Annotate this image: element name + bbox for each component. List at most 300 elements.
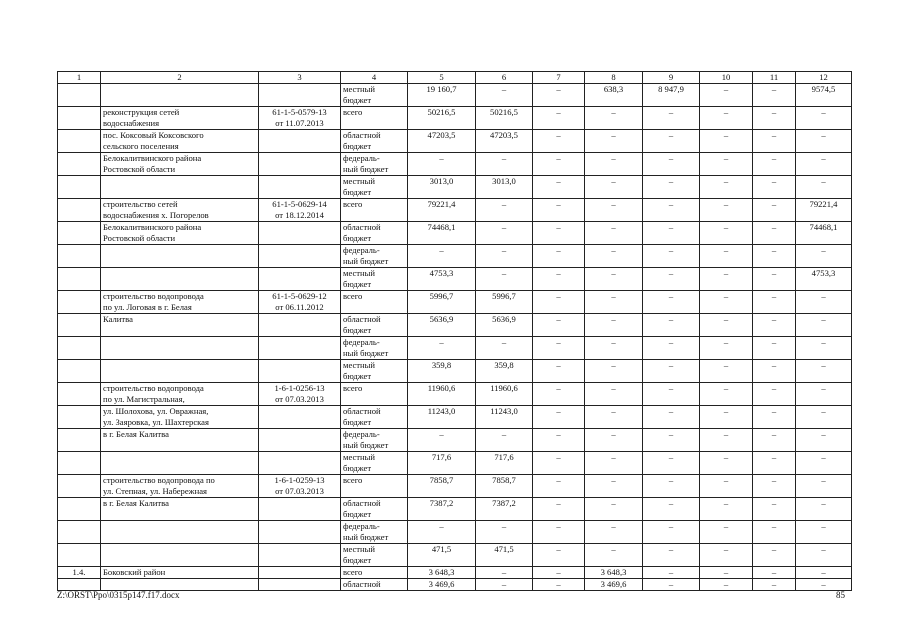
value-cell: – — [700, 222, 753, 245]
funding-source-cell: местный бюджет — [341, 360, 408, 383]
column-number: 2 — [101, 72, 259, 84]
item-number-cell — [58, 153, 101, 176]
item-number-cell — [58, 429, 101, 452]
object-name-cell: Белокалитвинского района Ростовской области — [101, 222, 259, 245]
value-cell: – — [533, 176, 585, 199]
value-cell: – — [753, 406, 796, 429]
value-cell: – — [753, 521, 796, 544]
object-name-cell: строительство водопровода по ул. Логовая в г. Белая — [101, 291, 259, 314]
value-cell: – — [476, 199, 533, 222]
table-row — [58, 107, 852, 130]
value-cell: – — [533, 360, 585, 383]
funding-source-cell: областной бюджет — [341, 130, 408, 153]
item-number-cell — [58, 130, 101, 153]
value-cell: – — [753, 567, 796, 579]
value-cell: 359,8 — [408, 360, 476, 383]
document-number-cell — [259, 360, 341, 383]
object-name-cell: в г. Белая Калитва — [101, 498, 259, 521]
funding-source-cell: областной бюджет — [341, 222, 408, 245]
funding-source-cell: местный бюджет — [341, 84, 408, 107]
value-cell: – — [753, 475, 796, 498]
value-cell: 47203,5 — [476, 130, 533, 153]
value-cell: 5636,9 — [476, 314, 533, 337]
value-cell: 74468,1 — [796, 222, 852, 245]
column-number: 10 — [700, 72, 753, 84]
value-cell: – — [643, 544, 700, 567]
item-number-cell — [58, 406, 101, 429]
funding-source-cell: областной бюджет — [341, 498, 408, 521]
value-cell: – — [796, 245, 852, 268]
value-cell: – — [700, 107, 753, 130]
object-name-cell — [101, 268, 259, 291]
value-cell: – — [700, 176, 753, 199]
object-name-cell: реконструкция сетей водоснабжения — [101, 107, 259, 130]
value-cell: – — [700, 544, 753, 567]
value-cell: – — [753, 429, 796, 452]
document-number-cell: 61-1-5-0629-12 от 06.11.2012 — [259, 291, 341, 314]
value-cell: – — [533, 107, 585, 130]
value-cell: – — [533, 153, 585, 176]
value-cell: – — [796, 291, 852, 314]
value-cell: – — [533, 429, 585, 452]
value-cell: – — [643, 452, 700, 475]
value-cell: – — [643, 429, 700, 452]
object-name-cell: строительство водопровода по ул. Степная, ул. Набережная — [101, 475, 259, 498]
item-number-cell — [58, 360, 101, 383]
value-cell: 4753,3 — [408, 268, 476, 291]
value-cell: – — [796, 544, 852, 567]
value-cell: – — [700, 314, 753, 337]
value-cell: – — [700, 153, 753, 176]
value-cell: – — [643, 176, 700, 199]
item-number-cell — [58, 245, 101, 268]
column-number: 5 — [408, 72, 476, 84]
object-name-cell — [101, 84, 259, 107]
value-cell: – — [700, 579, 753, 591]
value-cell: – — [585, 498, 643, 521]
object-name-cell: в г. Белая Калитва — [101, 429, 259, 452]
item-number-cell — [58, 314, 101, 337]
document-number-cell — [259, 268, 341, 291]
value-cell: 7387,2 — [476, 498, 533, 521]
funding-source-cell: областной — [341, 579, 408, 591]
item-number-cell — [58, 475, 101, 498]
value-cell: – — [700, 268, 753, 291]
page-number: 85 — [836, 590, 845, 600]
value-cell: – — [700, 498, 753, 521]
value-cell: – — [700, 291, 753, 314]
value-cell: – — [585, 383, 643, 406]
value-cell: – — [533, 245, 585, 268]
object-name-cell — [101, 452, 259, 475]
value-cell: 717,6 — [408, 452, 476, 475]
item-number-cell — [58, 383, 101, 406]
value-cell: – — [643, 579, 700, 591]
table-row — [58, 291, 852, 314]
value-cell: – — [533, 406, 585, 429]
value-cell: – — [796, 107, 852, 130]
document-number-cell — [259, 429, 341, 452]
value-cell: 19 160,7 — [408, 84, 476, 107]
document-number-cell — [259, 498, 341, 521]
funding-source-cell: всего — [341, 475, 408, 498]
item-number-cell — [58, 222, 101, 245]
value-cell: – — [753, 314, 796, 337]
document-number-cell: 1-6-1-0259-13 от 07.03.2013 — [259, 475, 341, 498]
value-cell: 471,5 — [408, 544, 476, 567]
object-name-cell: Боковский район — [101, 567, 259, 579]
value-cell: – — [796, 314, 852, 337]
value-cell: 7858,7 — [408, 475, 476, 498]
value-cell: – — [753, 544, 796, 567]
value-cell: – — [643, 107, 700, 130]
table-row — [58, 567, 852, 579]
value-cell: – — [700, 521, 753, 544]
value-cell: – — [753, 291, 796, 314]
table-row — [58, 130, 852, 153]
value-cell: – — [796, 383, 852, 406]
value-cell: 79221,4 — [408, 199, 476, 222]
value-cell: – — [700, 406, 753, 429]
value-cell: – — [533, 544, 585, 567]
value-cell: – — [796, 153, 852, 176]
value-cell: – — [476, 521, 533, 544]
table-row — [58, 475, 852, 498]
table-row — [58, 222, 852, 245]
value-cell: – — [753, 579, 796, 591]
value-cell: 7387,2 — [408, 498, 476, 521]
value-cell: 3013,0 — [408, 176, 476, 199]
item-number-cell: 1.4. — [58, 567, 101, 579]
item-number-cell — [58, 291, 101, 314]
value-cell: – — [476, 579, 533, 591]
value-cell: – — [753, 337, 796, 360]
value-cell: 638,3 — [585, 84, 643, 107]
value-cell: 3 469,6 — [408, 579, 476, 591]
table-row — [58, 544, 852, 567]
value-cell: 5996,7 — [476, 291, 533, 314]
value-cell: 5636,9 — [408, 314, 476, 337]
funding-source-cell: всего — [341, 199, 408, 222]
value-cell: – — [476, 84, 533, 107]
funding-source-cell: всего — [341, 383, 408, 406]
value-cell: – — [585, 406, 643, 429]
value-cell: – — [643, 222, 700, 245]
value-cell: – — [585, 452, 643, 475]
funding-source-cell: федераль- ный бюджет — [341, 521, 408, 544]
value-cell: – — [585, 176, 643, 199]
value-cell: – — [643, 199, 700, 222]
value-cell: – — [533, 268, 585, 291]
value-cell: – — [643, 360, 700, 383]
table-row — [58, 383, 852, 406]
value-cell: – — [700, 245, 753, 268]
funding-source-cell: областной бюджет — [341, 406, 408, 429]
value-cell: – — [585, 153, 643, 176]
column-number-row — [58, 72, 852, 84]
column-number: 12 — [796, 72, 852, 84]
value-cell: – — [408, 245, 476, 268]
document-number-cell — [259, 176, 341, 199]
table-row — [58, 245, 852, 268]
value-cell: – — [643, 498, 700, 521]
item-number-cell — [58, 199, 101, 222]
value-cell: – — [585, 521, 643, 544]
document-number-cell — [259, 567, 341, 579]
document-number-cell — [259, 406, 341, 429]
object-name-cell — [101, 521, 259, 544]
value-cell: 50216,5 — [408, 107, 476, 130]
value-cell: – — [753, 360, 796, 383]
item-number-cell — [58, 176, 101, 199]
table-row — [58, 521, 852, 544]
funding-source-cell: областной бюджет — [341, 314, 408, 337]
value-cell: – — [533, 579, 585, 591]
column-number: 4 — [341, 72, 408, 84]
table-row — [58, 176, 852, 199]
value-cell: – — [533, 521, 585, 544]
budget-table-sheet — [57, 71, 851, 591]
value-cell: – — [585, 360, 643, 383]
value-cell: – — [796, 452, 852, 475]
value-cell: 11960,6 — [408, 383, 476, 406]
object-name-cell — [101, 579, 259, 591]
value-cell: – — [476, 567, 533, 579]
value-cell: – — [796, 406, 852, 429]
value-cell: – — [476, 337, 533, 360]
document-number-cell — [259, 544, 341, 567]
document-number-cell — [259, 245, 341, 268]
document-number-cell — [259, 314, 341, 337]
object-name-cell: Белокалитвинского района Ростовской области — [101, 153, 259, 176]
document-number-cell — [259, 579, 341, 591]
value-cell: – — [408, 153, 476, 176]
table-row — [58, 199, 852, 222]
value-cell: – — [585, 337, 643, 360]
document-number-cell: 1-6-1-0256-13 от 07.03.2013 — [259, 383, 341, 406]
table-row — [58, 153, 852, 176]
value-cell: – — [796, 567, 852, 579]
funding-source-cell: всего — [341, 107, 408, 130]
value-cell: 9574,5 — [796, 84, 852, 107]
column-number: 8 — [585, 72, 643, 84]
budget-table — [57, 71, 852, 591]
item-number-cell — [58, 498, 101, 521]
value-cell: – — [753, 130, 796, 153]
document-number-cell — [259, 521, 341, 544]
value-cell: – — [476, 245, 533, 268]
document-number-cell: 61-1-5-0579-13 от 11.07.2013 — [259, 107, 341, 130]
value-cell: – — [796, 429, 852, 452]
value-cell: 11243,0 — [408, 406, 476, 429]
value-cell: – — [796, 579, 852, 591]
value-cell: – — [533, 199, 585, 222]
value-cell: – — [533, 130, 585, 153]
document-number-cell: 61-1-5-0629-14 от 18.12.2014 — [259, 199, 341, 222]
object-name-cell — [101, 176, 259, 199]
document-number-cell — [259, 222, 341, 245]
value-cell: 47203,5 — [408, 130, 476, 153]
value-cell: – — [796, 498, 852, 521]
column-number: 1 — [58, 72, 101, 84]
column-number: 9 — [643, 72, 700, 84]
value-cell: 3 648,3 — [585, 567, 643, 579]
value-cell: – — [753, 176, 796, 199]
table-row — [58, 314, 852, 337]
value-cell: 717,6 — [476, 452, 533, 475]
value-cell: – — [533, 498, 585, 521]
value-cell: – — [585, 245, 643, 268]
value-cell: 79221,4 — [796, 199, 852, 222]
value-cell: – — [643, 153, 700, 176]
value-cell: – — [643, 337, 700, 360]
value-cell: – — [700, 567, 753, 579]
value-cell: – — [643, 406, 700, 429]
value-cell: – — [585, 314, 643, 337]
document-number-cell — [259, 452, 341, 475]
item-number-cell — [58, 521, 101, 544]
value-cell: – — [753, 452, 796, 475]
funding-source-cell: федераль- ный бюджет — [341, 337, 408, 360]
table-row — [58, 452, 852, 475]
object-name-cell: ул. Шолохова, ул. Овражная, ул. Заяровка, ул. Шахтерская — [101, 406, 259, 429]
table-row — [58, 498, 852, 521]
item-number-cell — [58, 268, 101, 291]
item-number-cell — [58, 544, 101, 567]
value-cell: – — [585, 544, 643, 567]
value-cell: – — [643, 475, 700, 498]
value-cell: – — [585, 222, 643, 245]
value-cell: – — [753, 498, 796, 521]
value-cell: – — [533, 567, 585, 579]
table-row — [58, 360, 852, 383]
value-cell: – — [753, 199, 796, 222]
funding-source-cell: местный бюджет — [341, 544, 408, 567]
value-cell: – — [585, 475, 643, 498]
value-cell: – — [643, 268, 700, 291]
value-cell: – — [585, 199, 643, 222]
value-cell: 4753,3 — [796, 268, 852, 291]
object-name-cell: строительство водопровода по ул. Магистральная, — [101, 383, 259, 406]
object-name-cell — [101, 544, 259, 567]
object-name-cell: пос. Коксовый Коксовского сельского поселения — [101, 130, 259, 153]
value-cell: 11960,6 — [476, 383, 533, 406]
value-cell: – — [533, 291, 585, 314]
object-name-cell: строительство сетей водоснабжения х. Погорелов — [101, 199, 259, 222]
value-cell: – — [753, 107, 796, 130]
value-cell: 74468,1 — [408, 222, 476, 245]
value-cell: – — [753, 84, 796, 107]
value-cell: – — [408, 429, 476, 452]
table-row — [58, 429, 852, 452]
value-cell: – — [476, 153, 533, 176]
funding-source-cell: местный бюджет — [341, 176, 408, 199]
value-cell: – — [643, 521, 700, 544]
column-number: 3 — [259, 72, 341, 84]
funding-source-cell: федераль- ный бюджет — [341, 245, 408, 268]
column-number: 11 — [753, 72, 796, 84]
object-name-cell — [101, 337, 259, 360]
value-cell: – — [796, 130, 852, 153]
funding-source-cell: всего — [341, 567, 408, 579]
value-cell: – — [643, 314, 700, 337]
value-cell: – — [585, 107, 643, 130]
value-cell: – — [643, 130, 700, 153]
value-cell: 8 947,9 — [643, 84, 700, 107]
item-number-cell — [58, 84, 101, 107]
value-cell: – — [533, 337, 585, 360]
column-number: 7 — [533, 72, 585, 84]
value-cell: – — [533, 452, 585, 475]
value-cell: – — [700, 84, 753, 107]
document-number-cell — [259, 84, 341, 107]
value-cell: – — [753, 222, 796, 245]
funding-source-cell: федераль- ный бюджет — [341, 429, 408, 452]
value-cell: – — [476, 222, 533, 245]
document-number-cell — [259, 130, 341, 153]
item-number-cell — [58, 107, 101, 130]
value-cell: 11243,0 — [476, 406, 533, 429]
value-cell: – — [700, 452, 753, 475]
table-row — [58, 337, 852, 360]
funding-source-cell: местный бюджет — [341, 452, 408, 475]
value-cell: – — [643, 291, 700, 314]
value-cell: – — [585, 268, 643, 291]
document-number-cell — [259, 337, 341, 360]
value-cell: 50216,5 — [476, 107, 533, 130]
value-cell: – — [753, 153, 796, 176]
value-cell: – — [796, 360, 852, 383]
object-name-cell: Калитва — [101, 314, 259, 337]
value-cell: – — [408, 337, 476, 360]
value-cell: – — [533, 314, 585, 337]
funding-source-cell: всего — [341, 291, 408, 314]
value-cell: – — [796, 337, 852, 360]
item-number-cell — [58, 579, 101, 591]
value-cell: – — [533, 84, 585, 107]
value-cell: – — [753, 268, 796, 291]
file-path: Z:\ORST\Ppo\0315p147.f17.docx — [57, 590, 180, 600]
value-cell: 5996,7 — [408, 291, 476, 314]
value-cell: 3 648,3 — [408, 567, 476, 579]
object-name-cell — [101, 245, 259, 268]
value-cell: 471,5 — [476, 544, 533, 567]
value-cell: – — [585, 429, 643, 452]
value-cell: 3013,0 — [476, 176, 533, 199]
value-cell: – — [533, 475, 585, 498]
value-cell: – — [753, 383, 796, 406]
value-cell: – — [796, 176, 852, 199]
value-cell: 3 469,6 — [585, 579, 643, 591]
value-cell: – — [700, 360, 753, 383]
value-cell: – — [700, 337, 753, 360]
value-cell: – — [700, 429, 753, 452]
document-number-cell — [259, 153, 341, 176]
value-cell: 359,8 — [476, 360, 533, 383]
value-cell: – — [643, 567, 700, 579]
value-cell: – — [585, 291, 643, 314]
table-row — [58, 579, 852, 591]
value-cell: – — [533, 383, 585, 406]
table-row — [58, 406, 852, 429]
value-cell: – — [643, 245, 700, 268]
column-number: 6 — [476, 72, 533, 84]
value-cell: – — [700, 130, 753, 153]
item-number-cell — [58, 452, 101, 475]
value-cell: – — [753, 245, 796, 268]
value-cell: – — [585, 130, 643, 153]
value-cell: – — [796, 521, 852, 544]
